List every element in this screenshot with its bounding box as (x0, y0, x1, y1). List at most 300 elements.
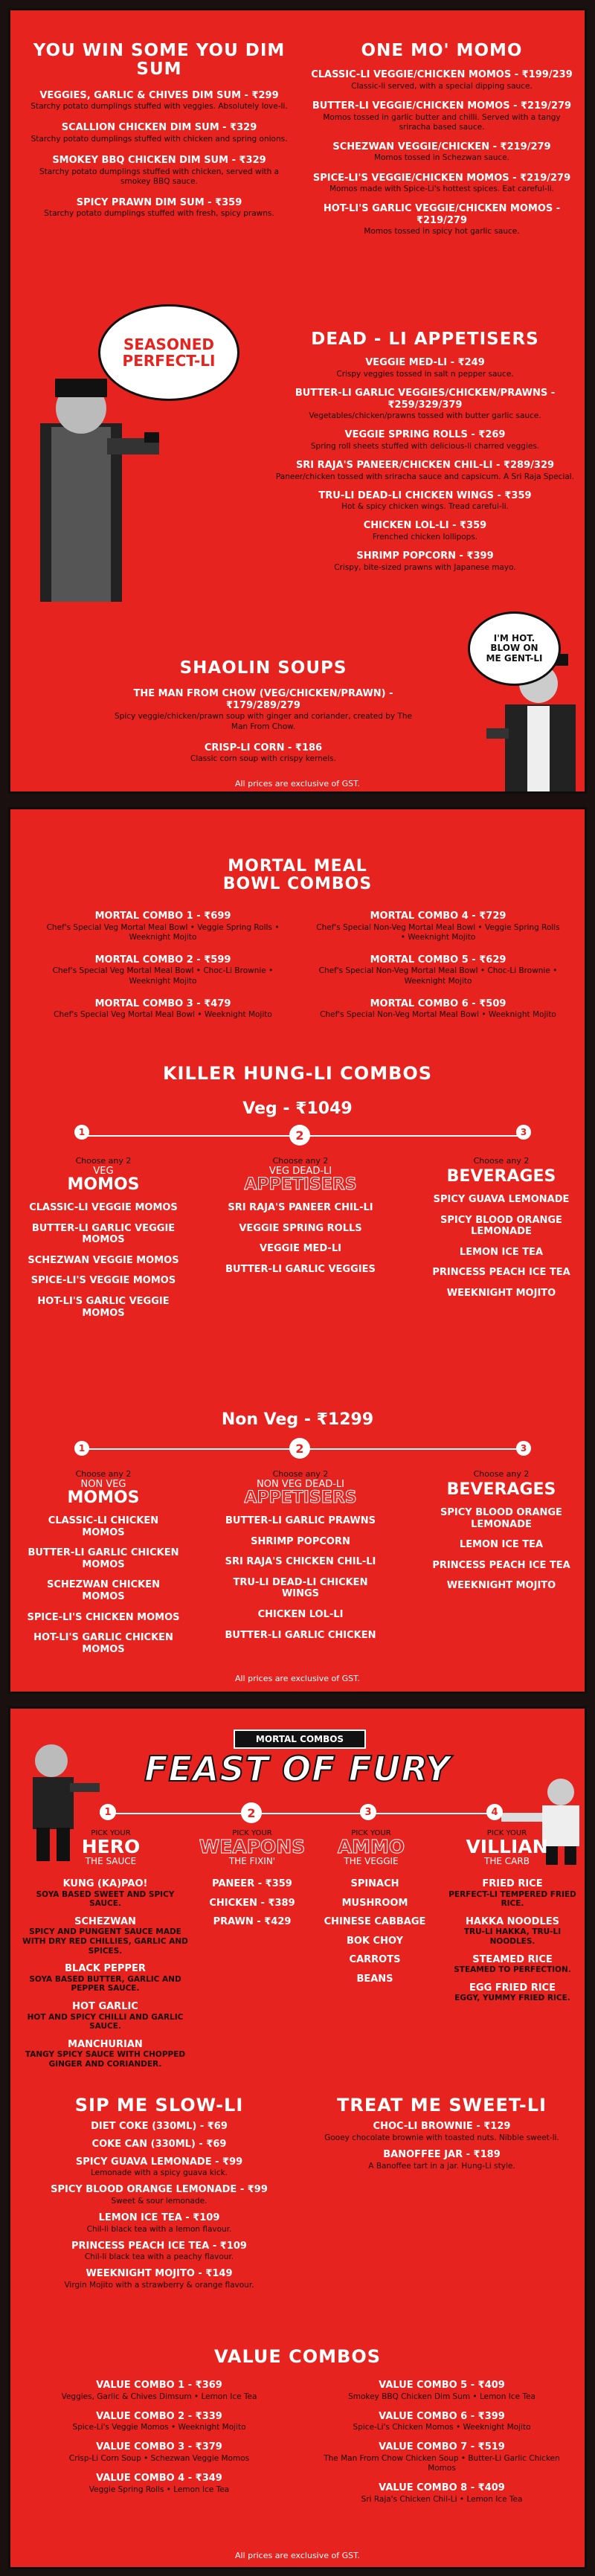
menu-item (308, 203, 576, 237)
menu-item-desc: Chef's Special Non-Veg Mortal Meal Bowl • Choc-Li Brownie • Weeknight Mojito (318, 966, 558, 986)
pick-label: PICK YOUR (91, 1829, 131, 1837)
veg-momos-col (25, 1156, 181, 1319)
menu-item (222, 1630, 379, 1642)
value-combos-title: VALUE COMBOS (213, 2346, 382, 2367)
menu-item-name: SPICY BLOOD ORANGE LEMONADE (440, 1214, 562, 1238)
menu-item (40, 2121, 278, 2133)
menu-item (222, 1202, 379, 1214)
veg-price: Veg - ₹1049 (242, 1099, 353, 1118)
menu-item (22, 2039, 189, 2069)
menu-item (315, 2380, 568, 2402)
menu-panel-feast (8, 1706, 587, 2569)
menu-item (25, 1223, 181, 1246)
menu-item-name: VALUE COMBO 8 - ₹409 (379, 2482, 505, 2494)
menu-item-name: SMOKEY BBQ CHICKEN DIM SUM - ₹329 (52, 155, 266, 167)
menu-item-name: SRI RAJA'S PANEER/CHICKEN CHIL-LI - ₹289/329 (295, 460, 555, 472)
veg-step-1: 1 (74, 1125, 89, 1140)
menu-item (222, 1609, 379, 1621)
menu-item (40, 2241, 278, 2263)
menu-item-name: BANOFFEE JAR - ₹189 (383, 2149, 501, 2161)
menu-item (315, 954, 561, 986)
menu-item-name: SPICY GUAVA LEMONADE - ₹99 (75, 2156, 243, 2168)
menu-item (40, 954, 286, 986)
menu-item (115, 742, 412, 765)
pick-sub: THE SAUCE (85, 1856, 137, 1866)
menu-item-name: CARROTS (349, 1954, 401, 1966)
menu-item-name: LEMON ICE TEA (459, 1246, 544, 1258)
pick-label: PICK YOUR (486, 1829, 527, 1837)
menu-item (40, 2268, 278, 2290)
dimsum-section (25, 42, 293, 219)
menu-item-name: MORTAL COMBO 5 - ₹629 (370, 954, 506, 966)
menu-item-desc: Spice-Li's Chicken Momos • Weeknight Mojito (353, 2423, 531, 2432)
menu-item-name: BUTTER-LI GARLIC CHICKEN (225, 1629, 376, 1641)
mortal-title-wrap (10, 858, 585, 893)
pick-sub: THE CARB (484, 1856, 530, 1866)
menu-item (315, 2149, 568, 2171)
value-title-wrap (10, 2347, 585, 2366)
killer-title-wrap (10, 1064, 585, 1083)
speech-bubble-hot (468, 611, 561, 686)
speech-bubble-seasoned (98, 304, 239, 401)
menu-item (423, 1215, 579, 1238)
menu-item-desc: Crispy, bite-sized prawns with Japanese mayo. (334, 562, 516, 572)
menu-item (40, 2411, 278, 2433)
menu-item-name: VALUE COMBO 5 - ₹409 (379, 2380, 505, 2391)
menu-item (22, 1963, 189, 1994)
menu-item (271, 550, 579, 573)
menu-item-name: CHICKEN LOL-LI (257, 1608, 344, 1620)
menu-item-name: VALUE COMBO 7 - ₹519 (379, 2441, 505, 2453)
menu-item-name: KUNG (KA)PAO! (62, 1878, 148, 1889)
feast-step-4: 4 (486, 1804, 503, 1820)
menu-item-desc: Momos made with Spice-Li's hottest spices. Eat careful-li. (329, 184, 555, 194)
menu-item (315, 2121, 568, 2143)
menu-item (271, 429, 579, 452)
choose-label: Choose any 2 (75, 1469, 132, 1479)
menu-item-name: CLASSIC-LI CHICKEN MOMOS (48, 1515, 159, 1538)
menu-item-desc: Crispy veggies tossed in salt n pepper sauce. (336, 369, 514, 379)
menu-item-desc: Spring roll sheets stuffed with delicious-li charred veggies. (310, 441, 540, 451)
menu-item-name: VALUE COMBO 1 - ₹369 (96, 2380, 222, 2391)
veg-appetisers-col (222, 1156, 379, 1275)
menu-item-desc: Starchy potato dumplings stuffed with fresh, spicy prawns. (44, 209, 274, 219)
menu-item (222, 1556, 379, 1568)
menu-item (423, 1560, 579, 1572)
menu-item (40, 2184, 278, 2206)
menu-item (25, 1612, 181, 1624)
menu-item (271, 490, 579, 513)
menu-item (25, 1275, 181, 1287)
nonveg-momo-cat: MOMOS (67, 1488, 140, 1507)
menu-item (423, 1539, 579, 1551)
mortal-combos-title: MORTAL MEAL BOWL COMBOS (222, 857, 373, 894)
menu-item-name: BUTTER-LI GARLIC VEGGIE MOMOS (31, 1222, 176, 1246)
menu-item-name: VEGGIE MED-LI - ₹249 (365, 357, 485, 369)
gst-note: All prices are exclusive of GST. (234, 1674, 361, 1683)
appetisers-list (271, 357, 579, 573)
menu-item-desc: A Banoffee tart in a jar. Hung-Li style. (368, 2161, 515, 2171)
menu-item-name: LEMON ICE TEA - ₹109 (98, 2212, 220, 2224)
menu-item (308, 69, 576, 91)
menu-item-name: CLASSIC-LI VEGGIE MOMOS (29, 1202, 178, 1213)
menu-item-name: CHINESE CABBAGE (324, 1916, 426, 1928)
menu-item-name: SCHEZWAN VEGGIE/CHICKEN - ₹219/279 (332, 141, 551, 152)
sweet-title: TREAT ME SWEET-LI (337, 2095, 547, 2116)
feast-step-2: 2 (241, 1802, 262, 1823)
menu-item-desc: Gooey chocolate brownie with toasted nuts. Nibble sweet-li. (324, 2133, 559, 2142)
menu-item (40, 2156, 278, 2179)
menu-item-name: SPICY PRAWN DIM SUM - ₹359 (76, 196, 242, 208)
veg-momo-head: VEG (93, 1166, 114, 1177)
menu-item-name: MORTAL COMBO 4 - ₹729 (370, 910, 506, 922)
menu-item (315, 2411, 568, 2433)
menu-item (312, 1878, 438, 1890)
menu-item (25, 1202, 181, 1214)
veg-step-2: 2 (289, 1125, 310, 1146)
mortal-combos-right (315, 899, 561, 1020)
menu-item-desc: Paneer/chicken tossed with sriracha sauce and capsicum. A Sri Raja Special. (275, 472, 575, 481)
menu-item-name: SPINACH (350, 1878, 399, 1889)
menu-panel-starters (8, 8, 587, 794)
choose-label: Choose any 2 (272, 1469, 329, 1479)
menu-item-name: PRINCESS PEACH ICE TEA (432, 1267, 570, 1279)
pick-villian (446, 1829, 568, 1866)
menu-item-name: BLACK PEPPER (65, 1963, 146, 1975)
menu-item-name: COKE CAN (330ML) - ₹69 (91, 2138, 227, 2150)
menu-item (423, 1580, 579, 1592)
pick-sub: THE FIXIN' (228, 1856, 276, 1866)
veg-momo-cat: MOMOS (67, 1175, 140, 1194)
value-combos-left (40, 2371, 278, 2495)
menu-item-name: SCALLION CHICKEN DIM SUM - ₹329 (61, 122, 257, 134)
menu-item (312, 1936, 438, 1947)
pick-title: VILLIAN (466, 1836, 548, 1857)
menu-item-name: SPICE-LI'S VEGGIE MOMOS (30, 1275, 176, 1287)
menu-item (25, 1515, 181, 1538)
menu-item-name: SPICY GUAVA LEMONADE (433, 1194, 570, 1205)
menu-item-name: CHICKEN LOL-LI - ₹359 (363, 520, 487, 532)
menu-item-name: LEMON ICE TEA (459, 1539, 544, 1551)
menu-item-name: FRIED RICE (482, 1878, 543, 1889)
menu-item (222, 1577, 379, 1600)
pick-title: WEAPONS (199, 1836, 306, 1857)
menu-item (196, 1878, 308, 1890)
menu-item-name: SPICY BLOOD ORANGE LEMONADE (440, 1507, 562, 1530)
menu-item-desc: Virgin Mojito with a strawberry & orange flavour. (64, 2281, 254, 2290)
menu-item-name: VEGGIES, GARLIC & CHIVES DIM SUM - ₹299 (39, 89, 279, 101)
menu-item-desc: Spice-Li's Veggie Momos • Weeknight Mojito (72, 2423, 246, 2432)
menu-item (315, 2441, 568, 2473)
sweet-section (315, 2095, 568, 2171)
mortal-combos-banner: MORTAL COMBOS (234, 1729, 366, 1749)
choose-label: Choose any 2 (75, 1156, 132, 1166)
pick-hero (51, 1829, 170, 1866)
menu-item-name: VALUE COMBO 3 - ₹379 (96, 2441, 222, 2453)
menu-item-name: MORTAL COMBO 6 - ₹509 (370, 998, 506, 1009)
menu-item (423, 1194, 579, 1206)
menu-item (25, 1579, 181, 1602)
menu-item-desc: Chil-li black tea with a lemon flavour. (86, 2224, 232, 2234)
menu-item (22, 1878, 189, 1909)
menu-item-desc: Chef's Special Veg Mortal Meal Bowl • Weeknight Mojito (54, 1010, 272, 1020)
killer-combos-title: KILLER HUNG-LI COMBOS (162, 1063, 433, 1084)
menu-item-name: MORTAL COMBO 2 - ₹599 (94, 954, 231, 966)
menu-item (315, 998, 561, 1021)
menu-item (222, 1264, 379, 1276)
menu-item-name: MORTAL COMBO 3 - ₹479 (94, 998, 231, 1009)
menu-item-name: HOT GARLIC (72, 2000, 138, 2012)
nonveg-app-cat: APPETISERS (244, 1488, 357, 1507)
menu-item (423, 1288, 579, 1300)
menu-item (312, 1898, 438, 1909)
soups-title: SHAOLIN SOUPS (179, 658, 347, 678)
menu-item-name: PRAWN - ₹429 (213, 1916, 292, 1928)
menu-item (25, 197, 293, 219)
menu-item-name: WEEKNIGHT MOJITO (446, 1287, 556, 1299)
choose-label: Choose any 2 (272, 1156, 329, 1166)
menu-item (222, 1515, 379, 1527)
menu-item-name: PANEER - ₹359 (212, 1878, 292, 1889)
menu-item-name: CLASSIC-LI VEGGIE/CHICKEN MOMOS - ₹199/239 (311, 69, 573, 81)
menu-item-desc: Starchy potato dumplings stuffed with veggies. Absolutely love-li. (30, 102, 288, 112)
menu-item-name: HOT-LI'S GARLIC VEGGIE/CHICKEN MOMOS - ₹219/279 (323, 203, 561, 226)
choose-label: Choose any 2 (473, 1469, 530, 1479)
menu-item (196, 1916, 308, 1928)
menu-item-name: BUTTER-LI GARLIC VEGGIES (225, 1263, 376, 1275)
nonveg-step-2: 2 (289, 1438, 310, 1459)
sip-section (40, 2095, 278, 2290)
menu-item (40, 2473, 278, 2495)
menu-item-name: BUTTER-LI GARLIC CHICKEN MOMOS (28, 1547, 179, 1570)
menu-item-name: MANCHURIAN (68, 2038, 143, 2050)
menu-item (40, 2212, 278, 2235)
menu-item-name: VEGGIE MED-LI (260, 1243, 341, 1255)
menu-item (196, 1898, 308, 1909)
menu-item-desc: Chef's Special Non-Veg Mortal Meal Bowl • Veggie Spring Rolls • Weeknight Mojito (316, 922, 560, 942)
menu-item (40, 2380, 278, 2402)
menu-item-name: VALUE COMBO 6 - ₹399 (379, 2410, 505, 2422)
veg-bev-cat: BEVERAGES (446, 1167, 556, 1186)
menu-item-desc: The Man From Chow Chicken Soup • Butter-Li Garlic Chicken Momos (324, 2454, 560, 2473)
menu-item (115, 688, 412, 731)
menu-item-desc: Crisp-Li Corn Soup • Schezwan Veggie Momos (68, 2454, 250, 2464)
menu-item (315, 910, 561, 942)
appetisers-section (271, 330, 579, 573)
nonveg-appetisers-col (222, 1469, 379, 1641)
menu-item (22, 2001, 189, 2031)
menu-item-name: TRU-LI DEAD-LI CHICKEN WINGS - ₹359 (318, 489, 532, 501)
pick-label: PICK YOUR (351, 1829, 391, 1837)
menu-item-desc: Classic-li served, with a special dipping sauce. (351, 81, 533, 91)
menu-item (25, 90, 293, 112)
mortal-combos-left (40, 899, 286, 1020)
menu-item (312, 1973, 438, 1985)
speech-bubble-hot-text: I'M HOT. BLOW ON ME GENT-LI (486, 633, 543, 664)
weapon-list (196, 1871, 308, 1928)
menu-item-desc: TRU-LI HAKKA, TRU-LI NOODLES. (463, 1927, 562, 1946)
menu-item-desc: SPICY AND PUNGENT SAUCE MADE WITH DRY RED CHILLIES, GARLIC AND SPICES. (22, 1927, 188, 1956)
momo-list (308, 69, 576, 237)
menu-item-name: SCHEZWAN CHICKEN MOMOS (47, 1579, 160, 1602)
menu-item (25, 122, 293, 144)
menu-item-name: HOT-LI'S GARLIC VEGGIE MOMOS (37, 1295, 170, 1319)
menu-item (308, 173, 576, 195)
pick-ammo (315, 1829, 427, 1866)
menu-item-desc: HOT AND SPICY CHILLI AND GARLIC SAUCE. (27, 2012, 184, 2031)
veg-app-head: VEG DEAD-LI (268, 1166, 332, 1177)
menu-item-name: CHICKEN - ₹389 (209, 1897, 295, 1909)
menu-item (22, 1916, 189, 1956)
menu-item-name: PRINCESS PEACH ICE TEA (432, 1559, 570, 1571)
feast-step-3: 3 (360, 1804, 376, 1820)
menu-item-name: SRI RAJA'S CHICKEN CHIL-LI (225, 1556, 376, 1568)
menu-item-desc: Chef's Special Veg Mortal Meal Bowl • Veggie Spring Rolls • Weeknight Mojito (46, 922, 280, 942)
feast-of-fury-title: FEAST OF FURY (144, 1749, 451, 1789)
nonveg-step-1: 1 (74, 1441, 89, 1456)
menu-item-desc: Veggie Spring Rolls • Lemon Ice Tea (89, 2485, 230, 2494)
momo-title: ONE MO' MOMO (361, 41, 523, 60)
menu-item-desc: SOYA BASED SWEET AND SPICY SAUCE. (36, 1889, 175, 1909)
menu-item-name: SRI RAJA'S PANEER CHIL-LI (228, 1202, 373, 1213)
menu-item-name: PRINCESS PEACH ICE TEA - ₹109 (71, 2240, 247, 2252)
menu-item (446, 1878, 579, 1909)
menu-item (271, 388, 579, 421)
menu-item-name: MUSHROOM (341, 1897, 408, 1909)
menu-item-name: WEEKNIGHT MOJITO (446, 1580, 556, 1592)
menu-item-desc: Veggies, Garlic & Chives Dimsum • Lemon Ice Tea (61, 2392, 257, 2401)
menu-item-name: CHOC-LI BROWNIE - ₹129 (373, 2121, 511, 2133)
menu-item (25, 1255, 181, 1267)
menu-item (222, 1243, 379, 1255)
menu-item-desc: Hot & spicy chicken wings. Tread careful-li. (341, 502, 509, 512)
veggie-list (312, 1871, 438, 1985)
menu-item (308, 100, 576, 132)
menu-item (308, 141, 576, 164)
menu-item-desc: Momos tossed in garlic butter and chilli. Served with a tangy sriracha based sauce. (323, 112, 561, 132)
menu-item-desc: PERFECT-LI TEMPERED FRIED RICE. (448, 1889, 576, 1909)
menu-item-name: VALUE COMBO 2 - ₹339 (96, 2410, 222, 2422)
menu-item-desc: Frenched chicken lollipops. (372, 533, 478, 542)
menu-item-name: EGG FRIED RICE (469, 1982, 556, 1994)
menu-item-desc: Vegetables/chicken/prawns tossed with butter garlic sauce. (309, 411, 541, 421)
menu-item-desc: Momos tossed in spicy hot garlic sauce. (364, 227, 520, 237)
menu-item-desc: Sri Raja's Chicken Chil-Li • Lemon Ice Tea (361, 2494, 523, 2504)
pick-weapons (189, 1829, 315, 1866)
nonveg-app-head: NON VEG DEAD-LI (256, 1479, 345, 1490)
momo-section (308, 42, 576, 237)
feast-step-line (100, 1813, 501, 1814)
sip-title: SIP ME SLOW-LI (74, 2095, 244, 2116)
choose-label: Choose any 2 (473, 1156, 530, 1166)
pick-sub: THE VEGGIE (344, 1856, 399, 1866)
menu-item-name: THE MAN FROM CHOW (VEG/CHICKEN/PRAWN) - ₹179/289/279 (133, 688, 393, 711)
menu-item (40, 2441, 278, 2464)
menu-item (40, 998, 286, 1021)
menu-item-name: SCHEZWAN (74, 1915, 136, 1927)
menu-item (25, 1632, 181, 1655)
menu-item-desc: Classic corn soup with crispy kernels. (190, 754, 336, 764)
menu-item-desc: Sweet & sour lemonade. (111, 2196, 208, 2206)
menu-item-desc: Momos tossed in Schezwan sauce. (373, 153, 509, 163)
veg-beverages-col (423, 1156, 579, 1300)
menu-item-name: CRISP-LI CORN - ₹186 (204, 742, 323, 754)
menu-item (271, 460, 579, 482)
menu-item (25, 1296, 181, 1319)
carb-list (446, 1871, 579, 2003)
speech-bubble-text: SEASONED PERFECT-LI (122, 335, 216, 370)
menu-item (222, 1223, 379, 1235)
menu-item (271, 357, 579, 379)
nonveg-beverages-col (423, 1469, 579, 1592)
menu-item-name: SHRIMP POPCORN - ₹399 (356, 550, 494, 562)
menu-item-desc: Smokey BBQ Chicken Dim Sum • Lemon Ice Tea (348, 2392, 536, 2401)
menu-item (222, 1536, 379, 1548)
nonveg-momos-col (25, 1469, 181, 1655)
menu-item (423, 1267, 579, 1279)
menu-item-name: SPICY BLOOD ORANGE LEMONADE - ₹99 (51, 2184, 268, 2196)
menu-item-name: SPICE-LI'S VEGGIE/CHICKEN MOMOS - ₹219/279 (312, 172, 571, 184)
menu-item-name: HAKKA NOODLES (466, 1915, 559, 1927)
menu-item (25, 155, 293, 187)
menu-item-name: BUTTER-LI GARLIC PRAWNS (225, 1515, 376, 1526)
menu-item-name: VEGGIE SPRING ROLLS - ₹269 (344, 429, 506, 441)
menu-item-name: VEGGIE SPRING ROLLS (239, 1222, 362, 1234)
nonveg-price: Non Veg - ₹1299 (221, 1410, 374, 1429)
appetisers-title: DEAD - LI APPETISERS (311, 330, 539, 349)
value-combos-right (315, 2371, 568, 2505)
menu-panel-combos (8, 807, 587, 1694)
menu-item (423, 1247, 579, 1259)
menu-item (315, 2482, 568, 2505)
gst-note: All prices are exclusive of GST. (234, 779, 361, 788)
menu-item-name: STEAMED RICE (472, 1953, 553, 1965)
menu-item-name: BEANS (356, 1973, 393, 1985)
nonveg-step-3: 3 (516, 1441, 531, 1456)
sauce-list (22, 1871, 189, 2069)
menu-item-desc: Lemonade with a spicy guava kick. (90, 2168, 228, 2178)
menu-item-name: HOT-LI'S GARLIC CHICKEN MOMOS (33, 1632, 173, 1655)
menu-item (423, 1507, 579, 1530)
menu-item (271, 520, 579, 542)
menu-item-name: BUTTER-LI GARLIC VEGGIES/CHICKEN/PRAWNS - ₹259/329/379 (295, 388, 556, 411)
menu-item-desc: TANGY SPICY SAUCE WITH CHOPPED GINGER AND CORIANDER. (25, 2050, 186, 2069)
menu-item-desc: Spicy veggie/chicken/prawn soup with ginger and coriander, created by The Man From Chow. (115, 712, 412, 731)
dimsum-title: YOU WIN SOME YOU DIM SUM (33, 41, 286, 80)
dimsum-list (25, 90, 293, 219)
menu-item (312, 1916, 438, 1928)
menu-item-desc: SOYA BASED BUTTER, GARLIC AND PEPPER SAUCE. (29, 1974, 181, 1994)
menu-item (25, 1547, 181, 1570)
menu-item-desc: Starchy potato dumplings stuffed with chicken and spring onions. (30, 134, 288, 144)
menu-item-desc: Starchy potato dumplings stuffed with chicken, served with a smokey BBQ sauce. (39, 167, 280, 186)
menu-item-name: MORTAL COMBO 1 - ₹699 (94, 910, 231, 922)
menu-item (312, 1954, 438, 1966)
menu-item (40, 910, 286, 942)
menu-item (40, 2139, 278, 2151)
menu-item (446, 1916, 579, 1947)
gst-note: All prices are exclusive of GST. (234, 2551, 361, 2560)
menu-item (446, 1982, 579, 2003)
menu-item-name: BUTTER-LI VEGGIE/CHICKEN MOMOS - ₹219/279 (312, 100, 572, 112)
soups-list (115, 688, 412, 764)
menu-item-name: SCHEZWAN VEGGIE MOMOS (28, 1254, 179, 1266)
menu-item-name: SHRIMP POPCORN (251, 1535, 350, 1547)
menu-item-desc: EGGY, YUMMY FRIED RICE. (454, 1994, 570, 2003)
veg-step-3: 3 (516, 1125, 531, 1140)
menu-item-desc: Chil-li black tea with a peachy flavour. (84, 2252, 234, 2262)
menu-item-desc: STEAMED TO PERFECTION. (454, 1965, 571, 1975)
